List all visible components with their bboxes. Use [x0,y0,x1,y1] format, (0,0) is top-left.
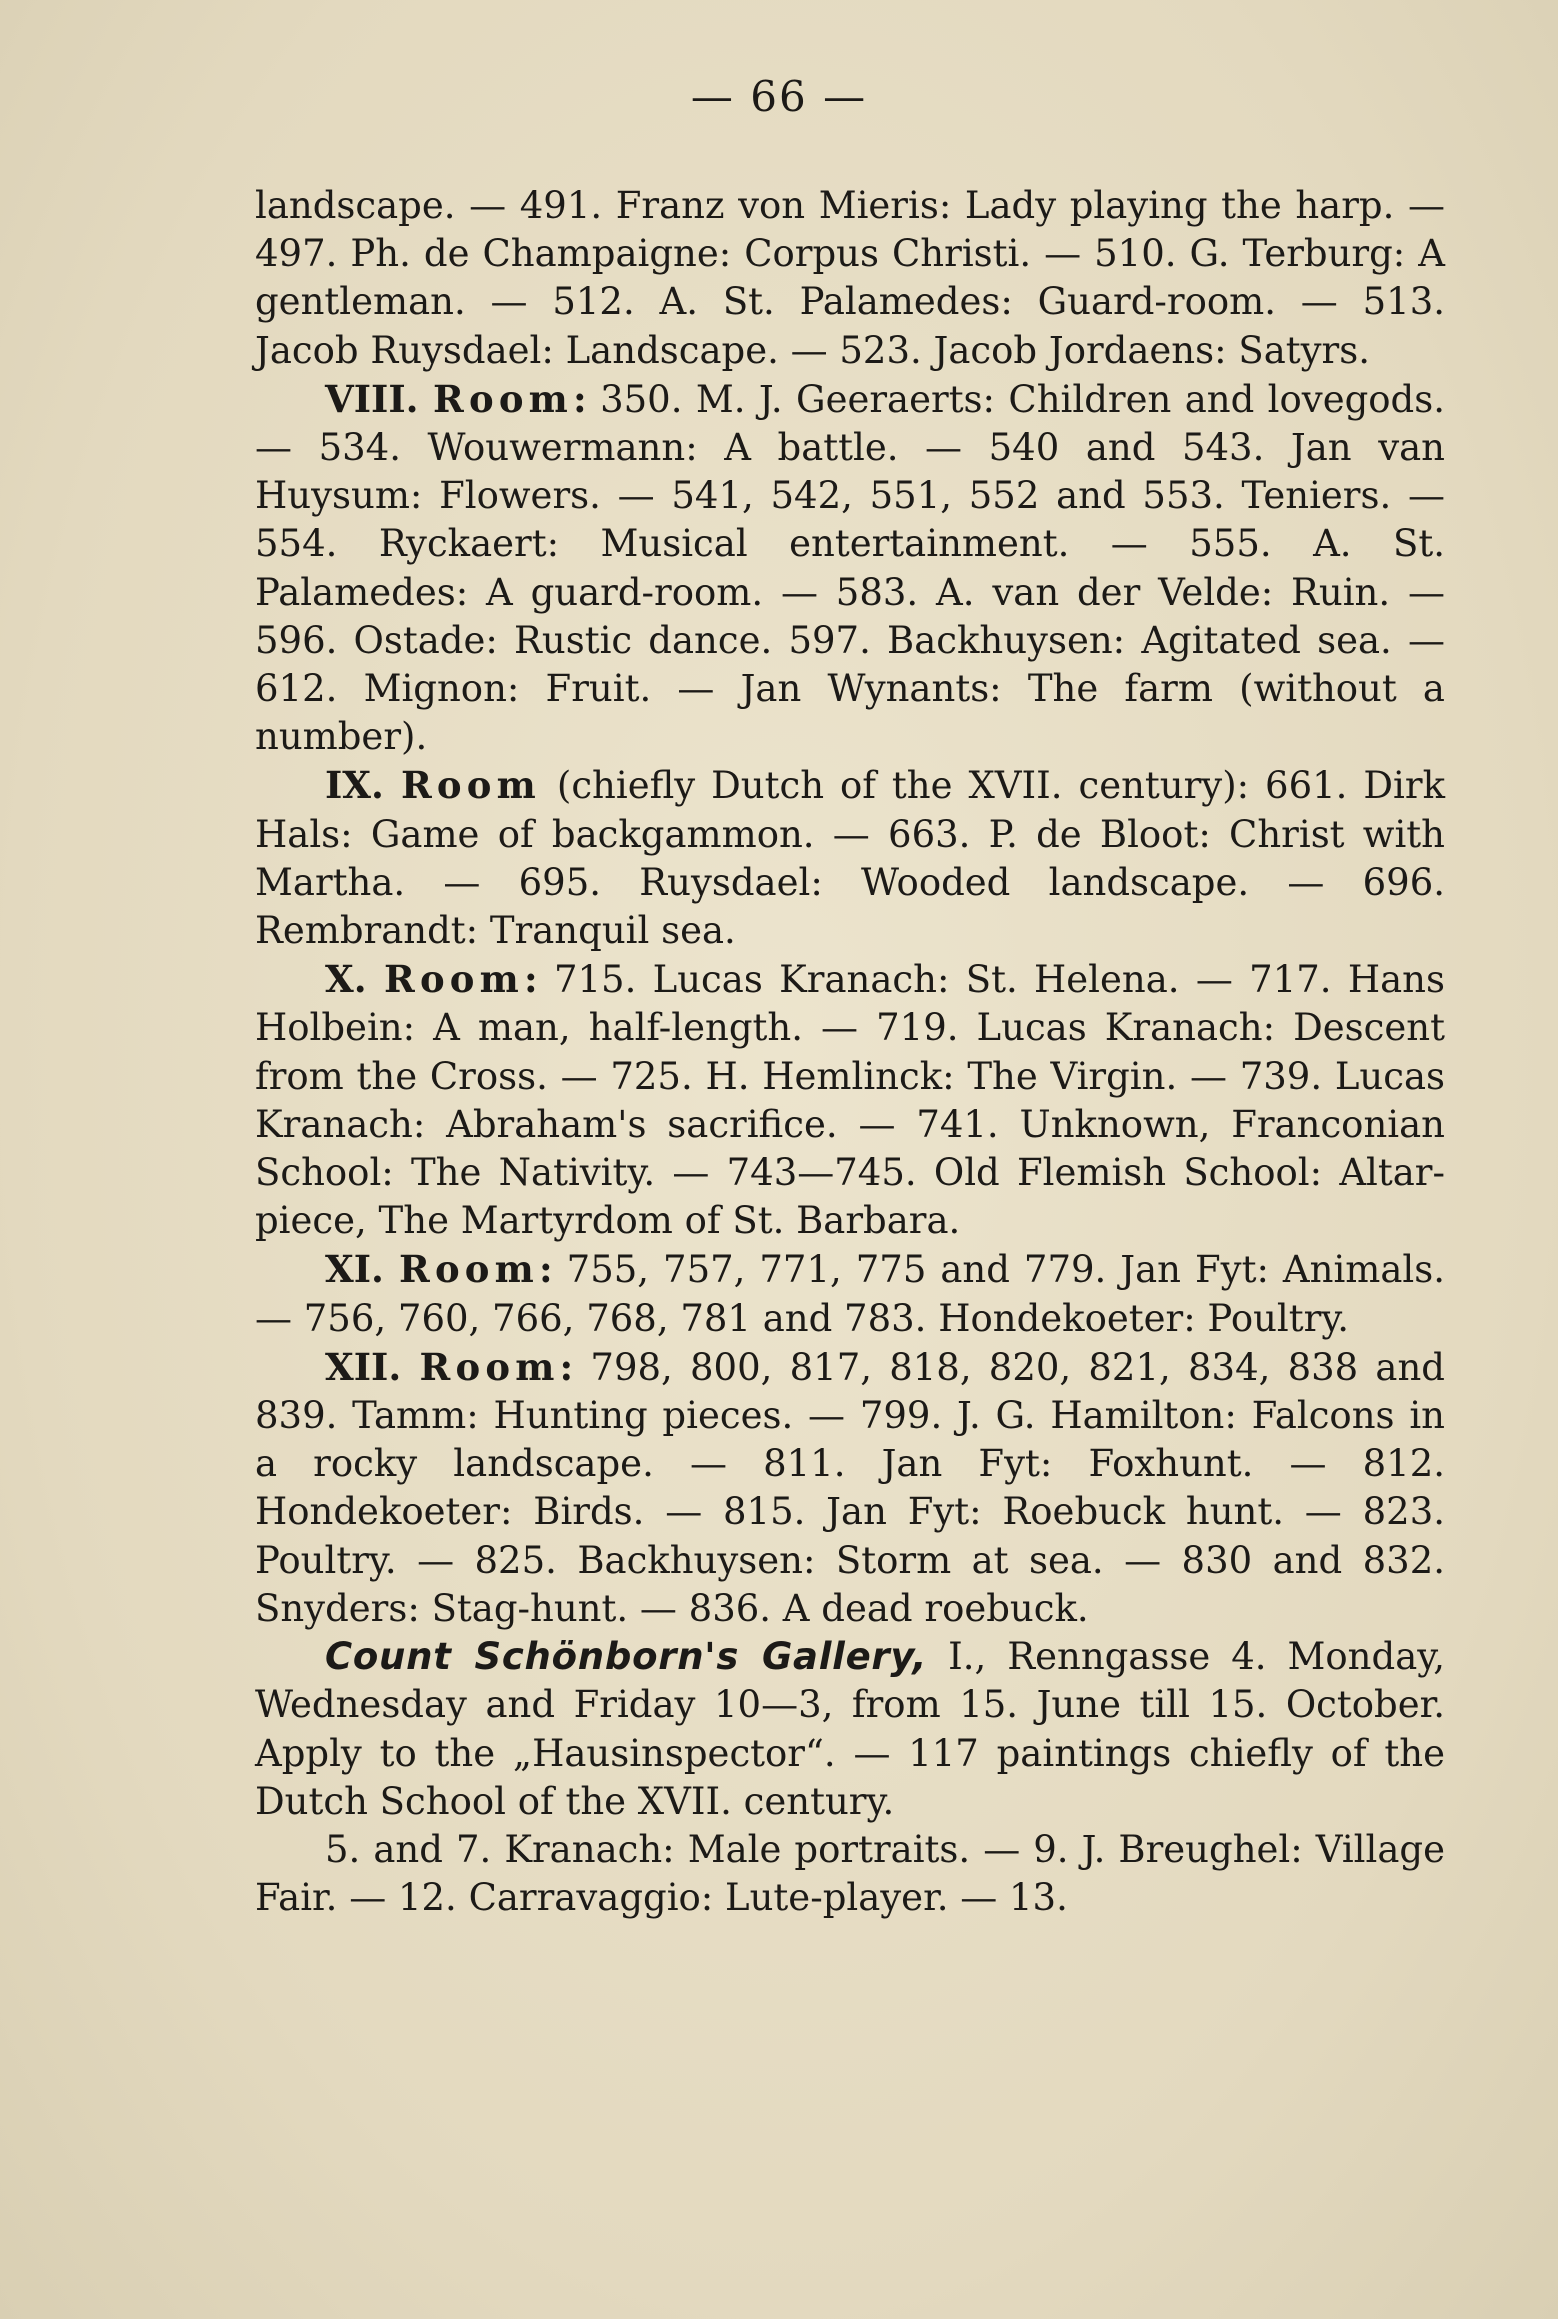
paragraph-room-viii [255,375,1445,762]
paragraph-text: I., Renngasse 4. Monday, Wednesday and Friday 10—3, from 15. June till 15. October. Apply to the „Hausinspector“. — 117 paintings chiefly of the Dutch School of the XVII. century. [255,1635,1445,1823]
room-heading: XII. Room: [325,1344,574,1389]
room-heading: X. Room: [325,957,538,1002]
paragraph-schoenborn-gallery [255,1633,1445,1826]
paragraph-text: 5. and 7. Kranach: Male portraits. — 9. J. Breughel: Village Fair. — 12. Carravaggio: Lute-player. — 13. [255,1827,1445,1920]
room-heading: XI. Room: [325,1247,553,1292]
paragraph-room-ix [255,761,1445,955]
room-heading: IX. Room [325,763,541,808]
page-number: — 66 — [690,72,868,121]
paragraph-text: landscape. — 491. Franz von Mieris: Lady playing the harp. — 497. Ph. de Champaigne: Corpus Christi. — 510. G. Terburg: A gentleman. — 512. A. St. Palamedes: Guard-room. — 513. Jacob Ruysdael: Landscape. — 523. Jacob Jordaens: Satyrs. [255,184,1445,372]
paragraph-text: 350. M. J. Geeraerts: Children and lovegods. — 534. Wouwermann: A battle. — 540 and 543. Jan van Huysum: Flowers. — 541, 542, 551, 552 and 553. Teniers. — 554. Ryckaert: Musical entertainment. — 555. A. St. Palamedes: A guard-room. — 583. A. van der Velde: Ruin. — 596. Ostade: Rustic dance. 597. Backhuysen: Agitated sea. — 612. Mignon: Fruit. — Jan Wynants: The farm (without a number). [255,377,1445,759]
paragraph-room-xi [255,1245,1445,1342]
room-heading: VIII. Room: [325,376,587,421]
paragraph-text: 798, 800, 817, 818, 820, 821, 834, 838 and 839. Tamm: Hunting pieces. — 799. J. G. Hamilton: Falcons in a rocky landscape. — 811. Jan Fyt: Foxhunt. — 812. Hondekoeter: Birds. — 815. Jan Fyt: Roebuck hunt. — 823. Poultry. — 825. Backhuysen: Storm at sea. — 830 and 832. Snyders: Stag-hunt. — 836. A dead roebuck. [255,1345,1445,1630]
paragraph-text: 755, 757, 771, 775 and 779. Jan Fyt: Animals. — 756, 760, 766, 768, 781 and 783. Hondekoeter: Poultry. [255,1248,1446,1340]
paragraph-gallery-list [255,1826,1445,1922]
paragraph-text: (chiefly Dutch of the XVII. century): 661. Dirk Hals: Game of backgammon. — 663. P. de Bloot: Christ with Martha. — 695. Ruysdael: Wooded landscape. — 696. Rembrandt: Tranquil sea. [255,764,1445,953]
paragraph-continuation [255,182,1445,375]
gallery-heading: Count Schönborn's Gallery, [325,1635,928,1679]
body-text [255,182,1445,1922]
paragraph-room-x [255,955,1445,1245]
paragraph-room-xii [255,1343,1445,1633]
paragraph-text: 715. Lucas Kranach: St. Helena. — 717. Hans Holbein: A man, half-length. — 719. Lucas Kranach: Descent from the Cross. — 725. H. Hemlinck: The Virgin. — 739. Lucas Kranach: Abraham's sacrifice. — 741. Unknown, Franconian School: The Nativity. — 743—745. Old Flemish School: Altar-piece, The Martyrdom of St. Barbara. [255,958,1445,1243]
